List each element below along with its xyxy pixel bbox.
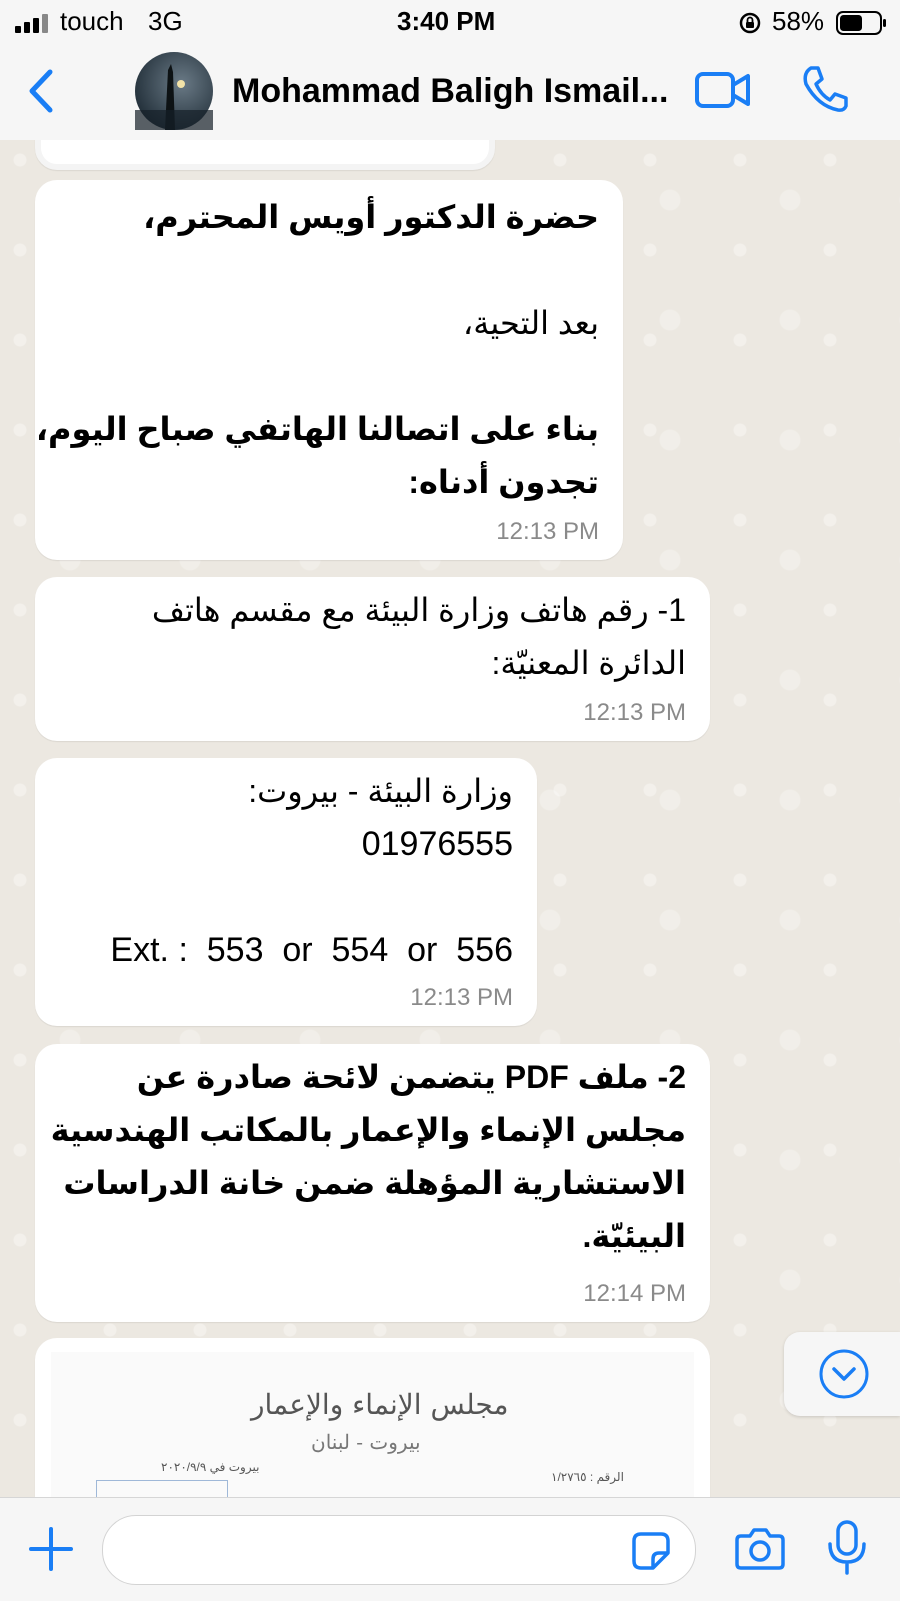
chevron-down-circle-icon [817, 1347, 871, 1401]
attach-button[interactable] [28, 1526, 74, 1572]
phone-number: 01976555 [361, 825, 513, 863]
chat-area[interactable] [0, 140, 900, 1497]
clock: 3:40 PM [397, 6, 496, 36]
message-text-line: تجدون أدناه: [408, 464, 599, 500]
message-text-line: بناء على اتصالنا الهاتفي صباح اليوم، [35, 411, 599, 447]
chevron-left-icon [26, 68, 56, 114]
message-bubble[interactable] [35, 758, 537, 1026]
camera-button[interactable] [735, 1526, 785, 1570]
sticker-icon [631, 1531, 671, 1571]
document-preview[interactable] [51, 1352, 694, 1497]
message-bubble[interactable] [35, 1044, 710, 1322]
extension-numbers: Ext. : 553 or 554 or 556 [110, 931, 513, 969]
camera-icon [735, 1526, 785, 1570]
sticker-button[interactable] [631, 1531, 671, 1571]
message-timestamp: 12:14 PM [583, 1280, 686, 1307]
contact-avatar[interactable] [135, 52, 213, 130]
message-bubble[interactable] [35, 180, 623, 560]
battery-icon [836, 10, 888, 36]
previous-message-bubble[interactable] [35, 140, 495, 170]
network-label: 3G [148, 6, 183, 36]
video-camera-icon [694, 70, 752, 110]
message-timestamp: 12:13 PM [583, 699, 686, 726]
scroll-down-button[interactable] [784, 1332, 900, 1416]
message-text-line: البيئيّة. [582, 1218, 686, 1254]
video-call-button[interactable] [694, 70, 752, 110]
back-button[interactable] [26, 68, 56, 114]
phone-icon [800, 64, 848, 114]
input-bar [0, 1497, 900, 1601]
message-text-line: حضرة الدكتور أويس المحترم، [143, 199, 599, 235]
document-stamp [96, 1480, 228, 1497]
message-text-line: مجلس الإنماء والإعمار بالمكاتب الهندسية [50, 1112, 686, 1148]
message-input[interactable] [102, 1515, 696, 1585]
rotation-lock-icon [738, 11, 762, 35]
status-bar [0, 0, 900, 46]
microphone-button[interactable] [826, 1520, 868, 1576]
message-text-line: الاستشارية المؤهلة ضمن خانة الدراسات [63, 1165, 686, 1201]
document-heading: مجلس الإنماء والإعمار [251, 1388, 509, 1421]
contact-name[interactable]: Mohammad Baligh Ismail... [232, 72, 669, 110]
carrier-label: touch [60, 6, 124, 36]
message-timestamp: 12:13 PM [496, 518, 599, 545]
document-ref: الرقم : ١/٢٧٦٥ [551, 1470, 624, 1484]
document-preview-bubble[interactable] [35, 1338, 710, 1497]
message-text-line: وزارة البيئة - بيروت: [248, 773, 513, 809]
battery-percent: 58% [772, 6, 825, 36]
document-subheading: بيروت - لبنان [311, 1430, 421, 1454]
chat-header [0, 46, 900, 141]
message-timestamp: 12:13 PM [410, 984, 513, 1011]
document-date: بيروت في ٢٠٢٠/٩/٩ [161, 1460, 260, 1474]
signal-icon [15, 13, 51, 33]
message-text-line: بعد التحية، [462, 305, 599, 341]
plus-icon [28, 1526, 74, 1572]
message-text-line: 1- رقم هاتف وزارة البيئة مع مقسم هاتف [151, 592, 686, 628]
voice-call-button[interactable] [800, 64, 848, 114]
message-text-line: الدائرة المعنيّة: [491, 645, 686, 681]
message-text-line: 2- ملف PDF يتضمن لائحة صادرة عن [136, 1059, 686, 1095]
microphone-icon [826, 1520, 868, 1576]
message-bubble[interactable] [35, 577, 710, 741]
